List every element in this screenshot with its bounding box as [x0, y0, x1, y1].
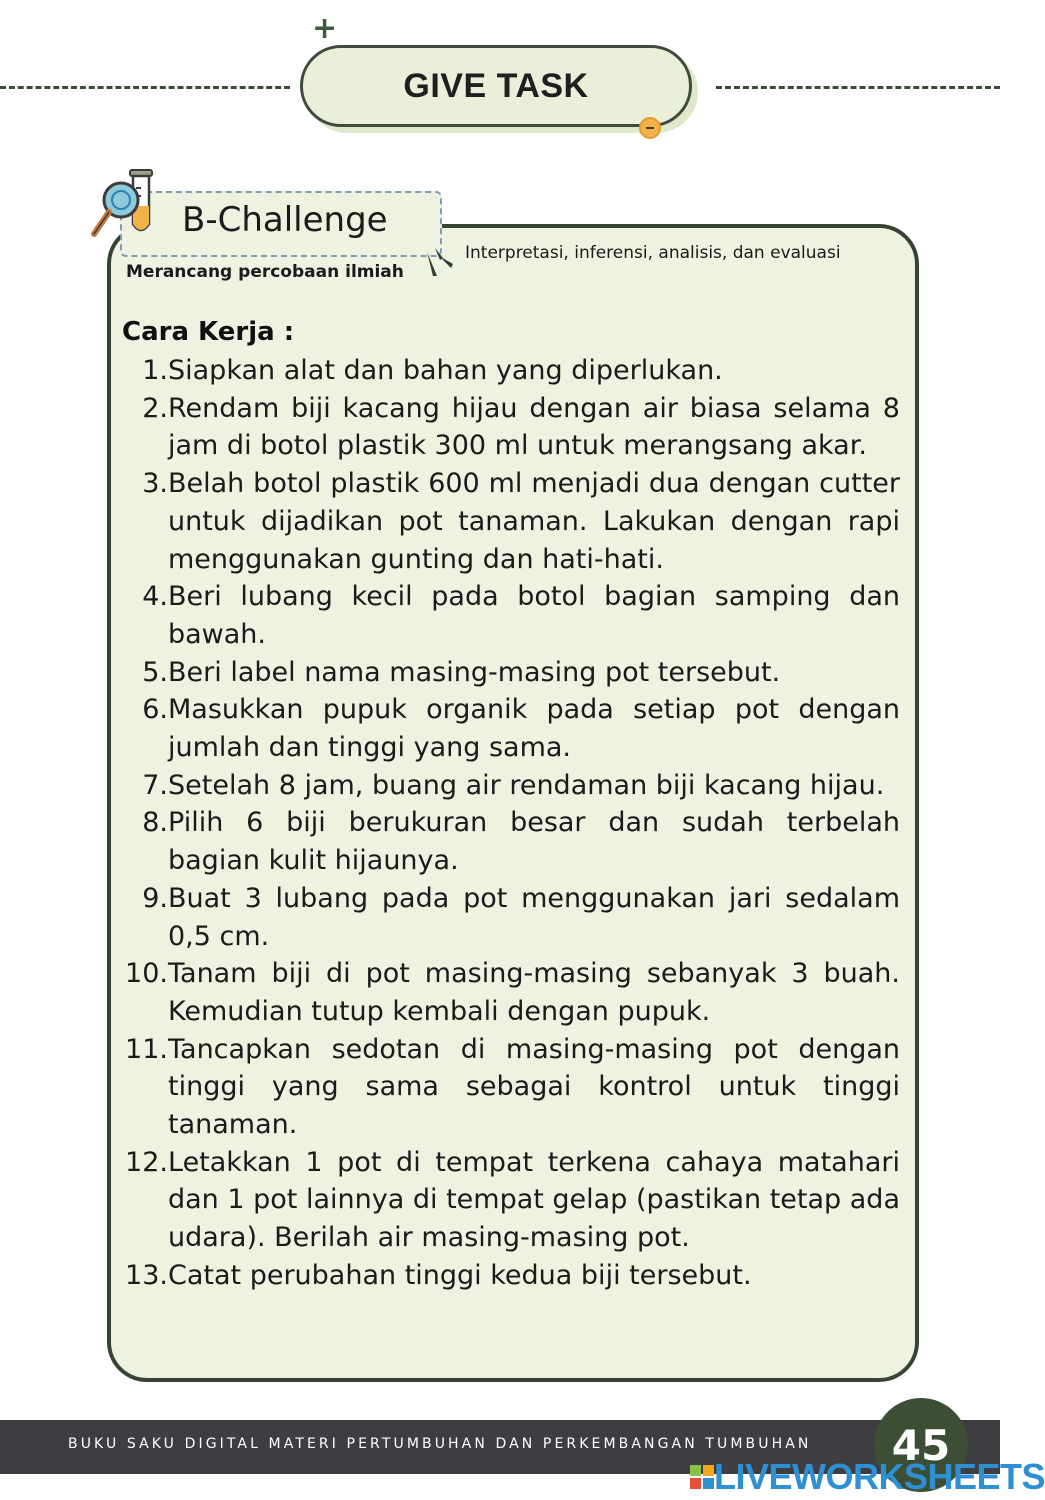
- step-text: Catat perubahan tinggi kedua biji tersebut.: [168, 1259, 752, 1291]
- step-item: [120, 767, 900, 805]
- spark-icon: [423, 246, 457, 280]
- step-item: [120, 578, 900, 653]
- challenge-subtitle-left: Merancang percobaan ilmiah: [126, 262, 404, 282]
- steps-list: [120, 352, 900, 1295]
- step-item: [120, 1031, 900, 1144]
- step-text: Buat 3 lubang pada pot menggunakan jari sedalam 0,5 cm.: [168, 882, 900, 952]
- step-number: 2.: [142, 392, 168, 424]
- step-number: 5.: [142, 656, 168, 688]
- step-text: Rendam biji kacang hijau dengan air biasa selama 8 jam di botol plastik 300 ml untuk merangsang akar.: [168, 392, 900, 462]
- step-item: [120, 955, 900, 1030]
- footer-text: BUKU SAKU DIGITAL MATERI PERTUMBUHAN DAN PERKEMBANGAN TUMBUHAN: [68, 1436, 812, 1452]
- step-item: [120, 352, 900, 390]
- step-text: Beri lubang kecil pada botol bagian samping dan bawah.: [168, 581, 900, 650]
- step-text: Tancapkan sedotan di masing-masing pot dengan tinggi yang sama sebagai kontrol untuk tinggi tanaman.: [168, 1033, 900, 1141]
- step-number: 9.: [142, 882, 168, 914]
- step-item: [120, 880, 900, 955]
- dashed-line-left: [0, 86, 290, 89]
- page-number: 45: [891, 1420, 951, 1470]
- brand-text: LIVEWORKSHEETS: [714, 1456, 1045, 1497]
- step-number: 11.: [125, 1033, 168, 1065]
- give-task-title: GIVE TASK: [403, 66, 589, 105]
- step-item: [120, 465, 900, 578]
- step-number: 13.: [125, 1259, 168, 1291]
- liveworksheets-logo[interactable]: [690, 1456, 1045, 1498]
- step-item: [120, 390, 900, 465]
- step-text: Siapkan alat dan bahan yang diperlukan.: [168, 355, 723, 386]
- step-number: 8.: [142, 807, 168, 839]
- step-text: Pilih 6 biji berukuran besar dan sudah terbelah bagian kulit hijaunya.: [168, 807, 900, 877]
- step-text: Beri label nama masing-masing pot tersebut.: [168, 656, 781, 688]
- step-number: 6.: [142, 694, 168, 726]
- step-number: 7.: [142, 769, 168, 801]
- step-number: 10.: [125, 958, 168, 990]
- liveworksheets-mark-icon: [690, 1465, 714, 1489]
- step-number: 3.: [142, 468, 168, 500]
- step-text: Tanam biji di pot masing-masing sebanyak 3 buah. Kemudian tutup kembali dengan pupuk.: [168, 958, 900, 1027]
- step-item: [120, 654, 900, 692]
- magnifier-flask-icon: [88, 164, 168, 244]
- step-text: Masukkan pupuk organik pada setiap pot dengan jumlah dan tinggi yang sama.: [168, 694, 900, 764]
- section-title: Cara Kerja :: [122, 317, 295, 347]
- step-text: Belah botol plastik 600 ml menjadi dua dengan cutter untuk dijadikan pot tanaman. Lakukan dengan rapi menggunakan gunting dan hati-hati.: [168, 468, 900, 575]
- minus-icon: [639, 117, 661, 139]
- challenge-subtitle-right: Interpretasi, inferensi, analisis, dan evaluasi: [465, 243, 841, 263]
- step-text: Setelah 8 jam, buang air rendaman biji kacang hijau.: [168, 769, 885, 801]
- step-number: 4.: [142, 581, 168, 613]
- step-text: Letakkan 1 pot di tempat terkena cahaya matahari dan 1 pot lainnya di tempat gelap (pastikan tetap ada udara). Berilah air masing-masing pot.: [168, 1146, 900, 1254]
- step-item: [120, 1257, 900, 1295]
- step-item: [120, 804, 900, 879]
- step-number: 1.: [142, 355, 168, 386]
- step-item: [120, 691, 900, 766]
- challenge-title: B-Challenge: [182, 200, 388, 240]
- give-task-banner: [300, 45, 692, 127]
- step-item: [120, 1144, 900, 1257]
- step-number: 12.: [125, 1146, 168, 1178]
- dashed-line-right: [716, 86, 1000, 89]
- plus-icon: +: [312, 11, 338, 46]
